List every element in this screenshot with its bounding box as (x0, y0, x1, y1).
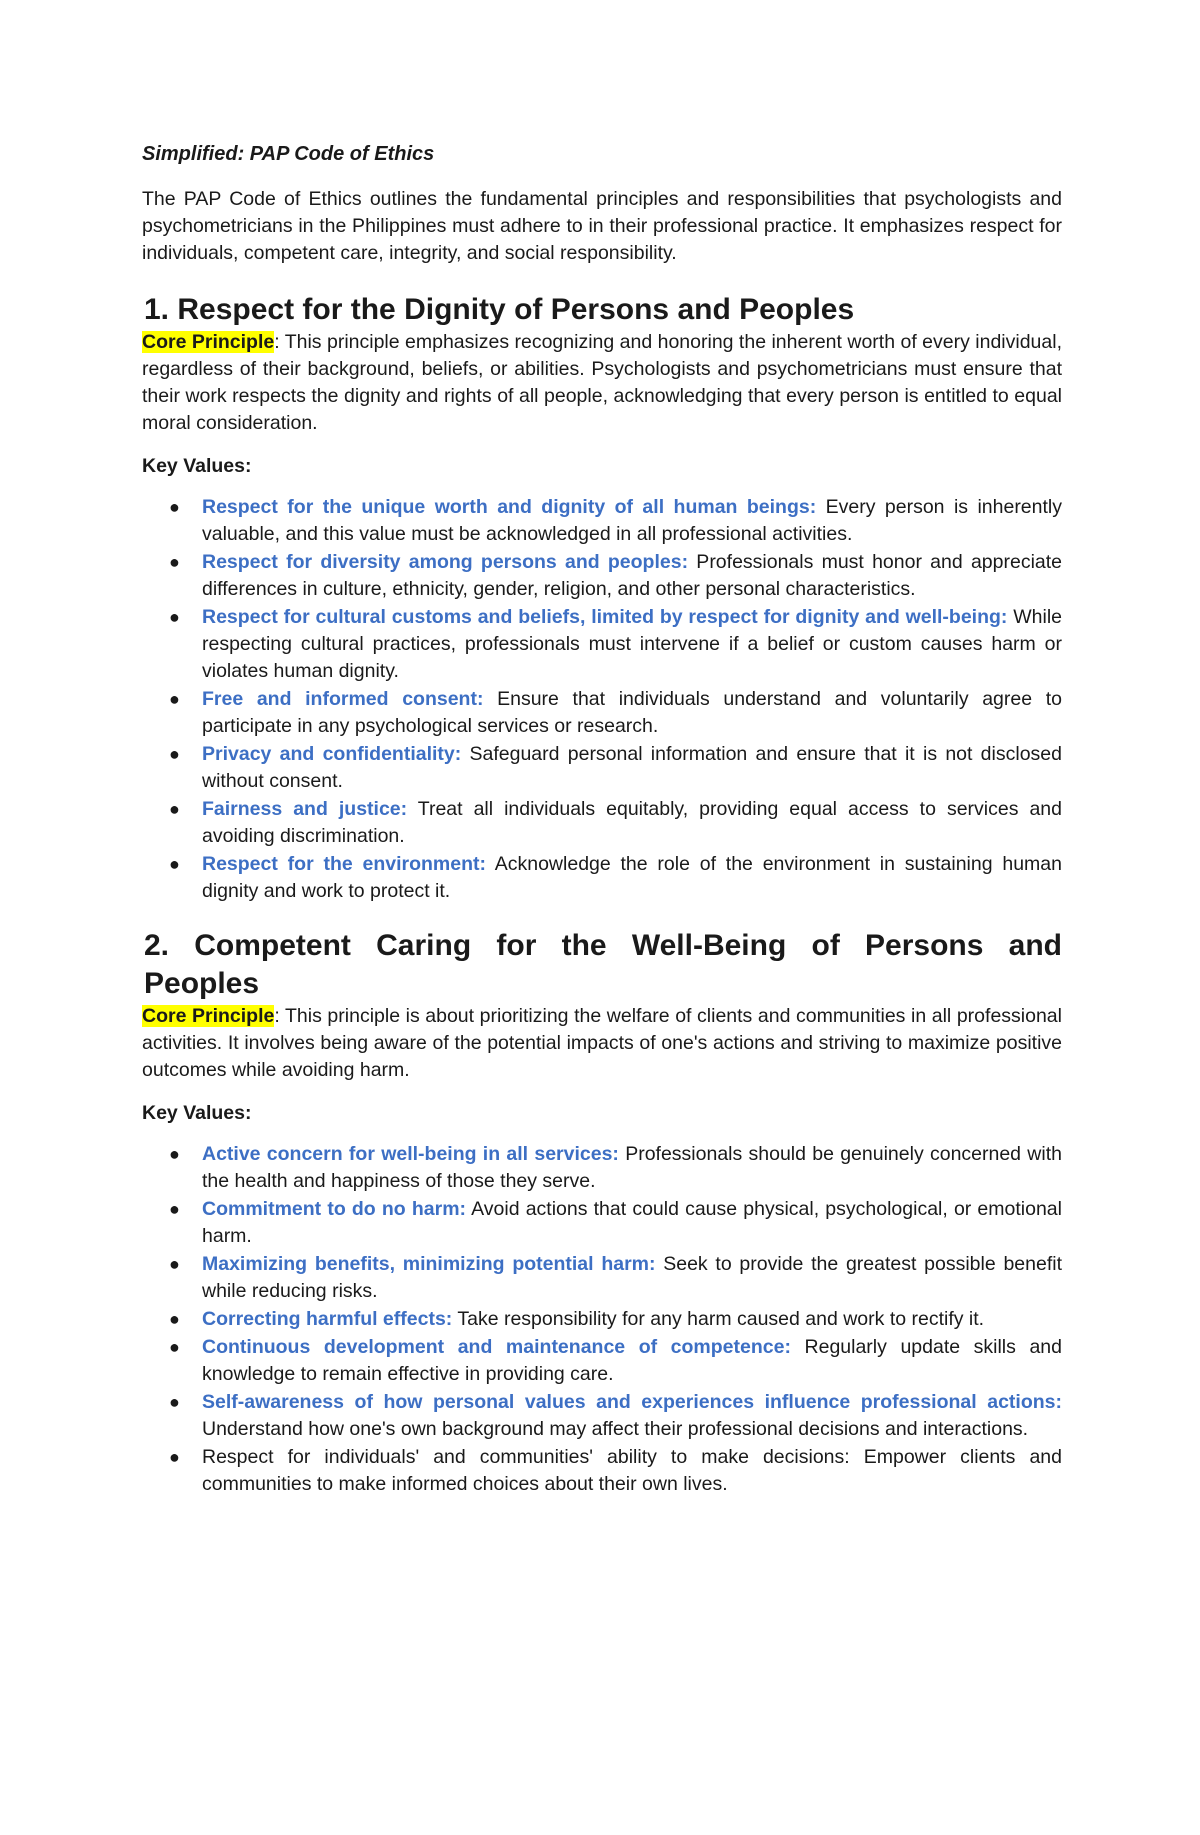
bullet-icon: ● (169, 1254, 180, 1274)
list-item (142, 549, 1062, 603)
value-term: Respect for diversity among persons and peoples: (202, 551, 689, 573)
value-term: Respect for cultural customs and beliefs, limited by respect for dignity and well-being: (202, 606, 1008, 628)
list-item (142, 1196, 1062, 1250)
section-1-heading: 1. Respect for the Dignity of Persons and Peoples (144, 293, 855, 326)
value-term: Continuous development and maintenance of competence: (202, 1336, 791, 1358)
value-term: Fairness and justice: (202, 798, 408, 820)
bullet-icon: ● (169, 1337, 180, 1357)
list-item (142, 796, 1062, 850)
bullet-icon: ● (169, 689, 180, 709)
core-principle-label: Core Principle (142, 331, 275, 353)
section-2-key-values-label: Key Values: (142, 1102, 252, 1124)
value-term: Maximizing benefits, minimizing potential harm: (202, 1253, 656, 1275)
core-principle-separator: : (274, 1005, 286, 1027)
list-item (142, 851, 1062, 905)
value-text: Seek to provide the greatest possible benefit while reducing risks. (202, 1253, 1062, 1302)
section-1-key-values-label: Key Values: (142, 455, 252, 477)
value-text: Acknowledge the role of the environment in sustaining human dignity and work to protect it. (202, 853, 1062, 902)
core-principle-text: This principle is about prioritizing the welfare of clients and communities in all professional activities. It involves being aware of the potential impacts of one's actions and striving to maximize positive outcomes while avoiding harm. (142, 1005, 1062, 1081)
bullet-icon: ● (169, 1447, 180, 1467)
section-2-key-values-list (142, 1141, 1062, 1498)
value-term: Respect for the environment: (202, 853, 487, 875)
section-1-core-principle (142, 329, 1062, 437)
value-term: Self-awareness of how personal values and experiences influence professional actions: (202, 1391, 1062, 1413)
core-principle-label: Core Principle (142, 1005, 275, 1027)
bullet-icon: ● (169, 1392, 180, 1412)
core-principle-text: This principle emphasizes recognizing and honoring the inherent worth of every individual, regardless of their background, beliefs, or abilities. Psychologists and psychometricians must ensure that their work respects the dignity and rights of all people, acknowledging that every person is entitled to equal moral consideration. (142, 331, 1062, 434)
value-text: Every person is inherently valuable, and this value must be acknowledged in all professional activities. (202, 496, 1063, 545)
list-item (142, 1141, 1062, 1195)
list-item (142, 1306, 1062, 1333)
section-2-core-principle (142, 1003, 1062, 1084)
value-text: Professionals should be genuinely concerned with the health and happiness of those they serve. (202, 1143, 1062, 1192)
value-text: Professionals must honor and appreciate differences in culture, ethnicity, gender, religion, and other personal characteristics. (202, 551, 1063, 600)
bullet-icon: ● (169, 1144, 180, 1164)
value-text: Avoid actions that could cause physical, psychological, or emotional harm. (202, 1198, 1062, 1247)
list-item (142, 1251, 1062, 1305)
document-title: Simplified: PAP Code of Ethics (142, 143, 435, 165)
bullet-icon: ● (169, 1309, 180, 1329)
value-term: Free and informed consent: (202, 688, 484, 710)
value-term: Active concern for well-being in all services: (202, 1143, 619, 1165)
section-1-key-values-list (142, 494, 1062, 905)
bullet-icon: ● (169, 744, 180, 764)
value-text: While respecting cultural practices, professionals must intervene if a belief or custom causes harm or violates human dignity. (202, 606, 1062, 682)
bullet-icon: ● (169, 607, 180, 627)
list-item (142, 1444, 1062, 1498)
value-term: Commitment to do no harm: (202, 1198, 467, 1220)
list-item (142, 494, 1062, 548)
bullet-icon: ● (169, 552, 180, 572)
bullet-icon: ● (169, 497, 180, 517)
list-item (142, 1334, 1062, 1388)
list-item (142, 686, 1062, 740)
value-text: Safeguard personal information and ensure that it is not disclosed without consent. (202, 743, 1062, 792)
value-text: Treat all individuals equitably, providing equal access to services and avoiding discrimination. (202, 798, 1062, 847)
bullet-icon: ● (169, 854, 180, 874)
list-item (142, 741, 1062, 795)
section-2-heading: 2. Competent Caring for the Well-Being of Persons and Peoples (144, 929, 1062, 1000)
bullet-icon: ● (169, 799, 180, 819)
value-text: Understand how one's own background may affect their professional decisions and interactions. (202, 1418, 1029, 1440)
core-principle-separator: : (274, 331, 285, 353)
intro-paragraph: The PAP Code of Ethics outlines the fundamental principles and responsibilities that psychologists and psychometricians in the Philippines must adhere to in their professional practice. It emphasizes respect for individuals, competent care, integrity, and social responsibility. (142, 188, 1062, 264)
value-text: Respect for individuals' and communities' ability to make decisions: Empower clients and communities to make informed choices about their own lives. (202, 1446, 1062, 1495)
list-item (142, 1389, 1062, 1443)
value-term: Respect for the unique worth and dignity of all human beings: (202, 496, 817, 518)
list-item (142, 604, 1062, 685)
value-term: Privacy and confidentiality: (202, 743, 462, 765)
value-term: Correcting harmful effects: (202, 1308, 453, 1330)
document-page (142, 140, 1062, 1499)
value-text: Regularly update skills and knowledge to remain effective in providing care. (202, 1336, 1062, 1385)
bullet-icon: ● (169, 1199, 180, 1219)
value-text: Ensure that individuals understand and voluntarily agree to participate in any psychological services or research. (202, 688, 1062, 737)
value-text: Take responsibility for any harm caused and work to rectify it. (452, 1308, 985, 1330)
